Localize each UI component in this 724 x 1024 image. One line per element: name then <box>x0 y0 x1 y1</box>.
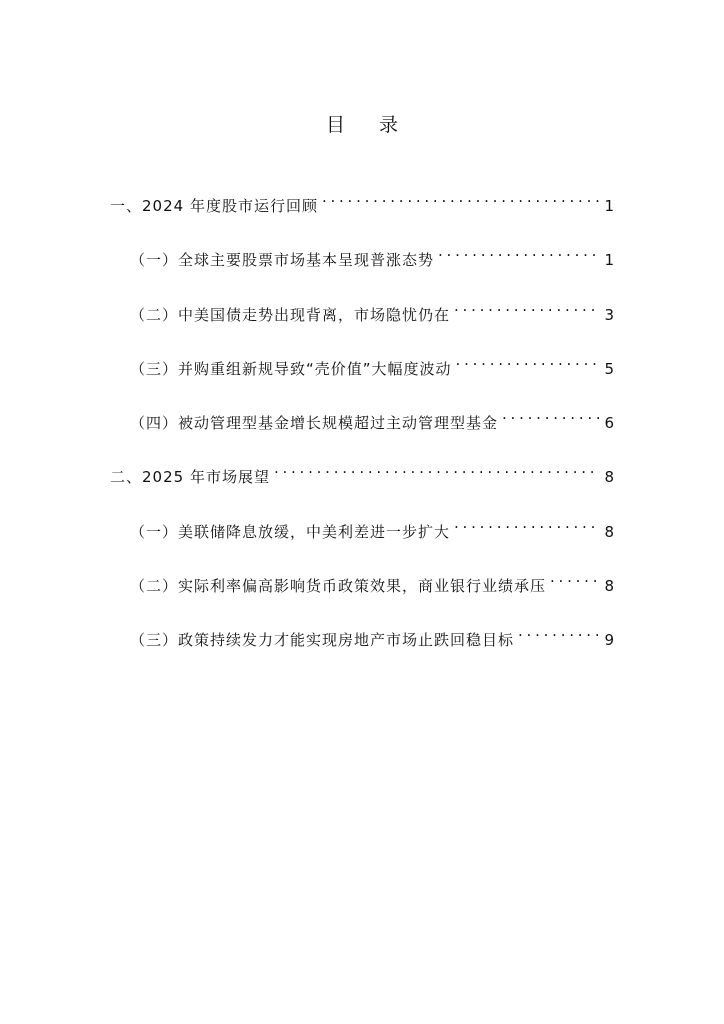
toc-page-number: 8 <box>604 522 614 541</box>
toc-page-number: 1 <box>604 251 614 270</box>
toc-page-number: 8 <box>604 468 614 487</box>
toc-entry-section-2[interactable] <box>110 455 614 487</box>
toc-entry-section-1-4[interactable] <box>110 401 614 433</box>
toc-page-number: 6 <box>604 414 614 433</box>
toc-entry-text: 一、2024 年度股市运行回顾 <box>110 197 318 215</box>
toc-leader-dots <box>438 238 600 265</box>
toc-entry-text: （三）政策持续发力才能实现房地产市场止跌回稳目标 <box>130 631 515 650</box>
toc-leader-dots <box>518 618 600 645</box>
toc-entry-text: 二、2025 年市场展望 <box>110 468 270 487</box>
toc-title: 目 录 <box>325 114 413 136</box>
toc-leader-dots <box>502 401 600 428</box>
toc-leader-dots <box>456 347 600 374</box>
toc-entry-section-1-1[interactable] <box>110 238 614 270</box>
toc-list <box>110 184 614 673</box>
toc-entry-section-2-1[interactable] <box>110 510 614 541</box>
toc-leader-dots <box>274 455 600 482</box>
toc-entry-section-2-2[interactable] <box>110 564 614 596</box>
toc-leader-dots <box>454 510 600 537</box>
toc-page-number: 9 <box>604 631 614 650</box>
toc-leader-dots <box>322 184 600 211</box>
toc-page-number: 8 <box>604 577 614 596</box>
toc-leader-dots <box>454 293 600 320</box>
toc-entry-text: （二）中美国债走势出现背离，市场隐忧仍在 <box>130 305 451 324</box>
toc-entry-text: （四）被动管理型基金增长规模超过主动管理型基金 <box>130 414 499 433</box>
toc-page-number: 1 <box>604 197 614 215</box>
toc-page-number: 5 <box>604 359 614 378</box>
toc-entry-text: （二）实际利率偏高影响货币政策效果，商业银行业绩承压 <box>130 577 547 596</box>
toc-entry-section-1-3[interactable] <box>110 347 614 378</box>
toc-entry-section-2-3[interactable] <box>110 618 614 650</box>
toc-page-number: 3 <box>604 305 614 324</box>
toc-leader-dots <box>550 564 600 591</box>
toc-entry-text: （一）全球主要股票市场基本呈现普涨态势 <box>130 251 435 270</box>
toc-entry-text: （三）并购重组新规导致“壳价值”大幅度波动 <box>130 359 452 378</box>
toc-entry-section-1-2[interactable] <box>110 293 614 324</box>
toc-entry-text: （一）美联储降息放缓，中美利差进一步扩大 <box>130 522 451 541</box>
toc-entry-section-1[interactable] <box>110 184 614 215</box>
